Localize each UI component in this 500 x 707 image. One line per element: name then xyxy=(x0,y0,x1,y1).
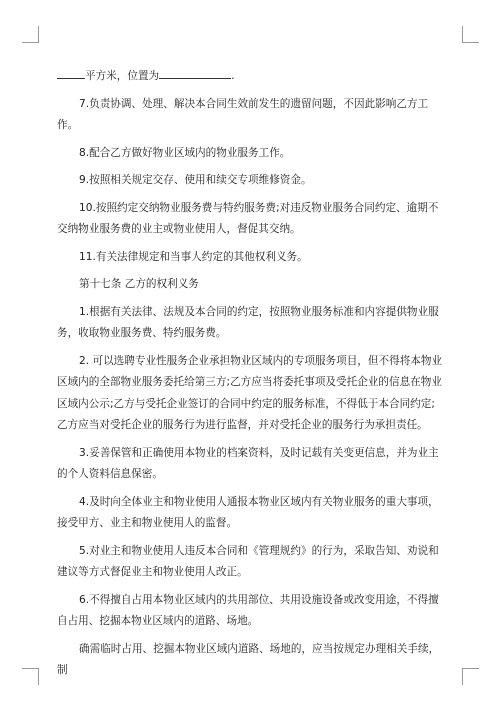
paragraph-continued: 确需临时占用、挖掘本物业区域内道路、场地的，应当按规定办理相关手续，制 xyxy=(57,642,440,677)
paragraph-17-3: 3.妥善保管和正确使用本物业的档案资料，及时记载有关变更信息，并为业主的个人资料信息保密。 xyxy=(57,446,439,481)
paragraph-area-location: 平方米，位置为 . xyxy=(57,66,445,87)
paragraph-11: 11.有关法律规定和当事人约定的其他权利义务。 xyxy=(79,250,308,263)
paragraph-17-1: 1.根据有关法律、法规及本合同的约定，按照物业服务标准和内容提供物业服务，收取物业服务费、特约服务费。 xyxy=(57,305,439,340)
paragraph-17-4: 4.及时向全体业主和物业使用人通报本物业区域内有关物业服务的重大事项，接受甲方、业主和物业使用人的监督。 xyxy=(57,495,439,530)
paragraph-10: 10.按照约定交纳物业服务费与特约服务费;对违反物业服务合同约定、逾期不交纳物业服务费的业主或物业使用人，督促其交纳。 xyxy=(57,201,439,236)
paragraph-17-6: 6.不得擅自占用本物业区域内的共用部位、共用设施设备或改变用途，不得擅自占用、挖掘本物业区域内的道路、场地。 xyxy=(57,593,439,628)
crop-mark-top-left xyxy=(22,26,39,43)
paragraph-9: 9.按照相关规定交存、使用和续交专项维修资金。 xyxy=(79,174,312,187)
section-heading-article-17: 第十七条 乙方的权利义务 xyxy=(79,278,199,291)
paragraph-17-2: 2. 可以选聘专业性服务企业承担物业区域内的专项服务项目，但不得将本物业区域内的全部物业服务委托给第三方;乙方应当将委托事项及受托企业的信息在物业区域内公示;乙方与受托企业签订的合同中约定的服务标准，不得低于本合同约定;乙方应当对受托企业的服务行为进行监督，并对受托企业的服务行为承担责任。 xyxy=(57,354,443,432)
blank-area-field xyxy=(57,66,85,79)
crop-mark-bottom-left xyxy=(22,668,39,685)
paragraph-7: 7.负责协调、处理、解决本合同生效前发生的遗留问题，不因此影响乙方工作。 xyxy=(57,97,429,131)
paragraph-8: 8.配合乙方做好物业区域内的物业服务工作。 xyxy=(79,146,291,159)
document-body xyxy=(57,66,445,688)
paragraph-17-5: 5.对业主和物业使用人违反本合同和《管理规约》的行为，采取告知、劝说和建议等方式督促业主和物业使用人改正。 xyxy=(57,544,439,579)
crop-mark-bottom-right xyxy=(462,668,479,685)
crop-mark-top-right xyxy=(462,26,479,43)
blank-location-field xyxy=(159,66,231,79)
